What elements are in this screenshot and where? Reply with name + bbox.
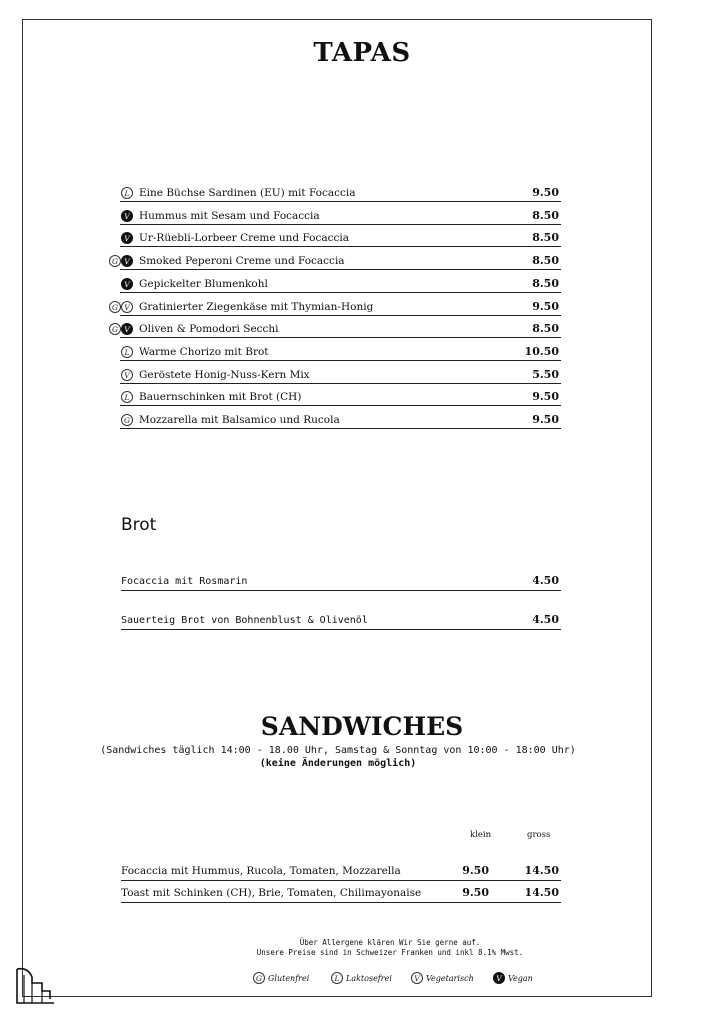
menu-item: [121, 882, 561, 903]
item-price-large: 14.50: [524, 864, 559, 877]
diet-badges: [108, 301, 133, 313]
sandwiches-title: SANDWICHES: [260, 712, 464, 741]
item-name: Eine Büchse Sardinen (EU) mit Focaccia: [139, 187, 356, 199]
divider-line: [121, 902, 561, 903]
item-price-small: 9.50: [462, 886, 489, 899]
diet-badges: [108, 369, 133, 381]
item-price: 5.50: [532, 367, 559, 381]
menu-item: [108, 294, 561, 316]
item-name: Gepickelter Blumenkohl: [139, 277, 268, 290]
divider-line: [121, 629, 561, 630]
menu-item: [108, 180, 561, 202]
legend-label: Glutenfrei: [268, 973, 310, 983]
diet-badge-icon: L: [121, 391, 133, 403]
legend-label: Laktosefrei: [346, 973, 392, 983]
item-name: Focaccia mit Hummus, Rucola, Tomaten, Mozzarella: [121, 865, 401, 877]
item-name: Smoked Peperoni Creme und Focaccia: [139, 255, 345, 268]
item-name: Toast mit Schinken (CH), Brie, Tomaten, Chilimayonaise: [121, 887, 422, 899]
diet-badge-icon: V: [121, 255, 133, 267]
column-head-small: klein: [470, 830, 492, 840]
allergy-note: Über Allergene klären Wir Sie gerne auf.: [299, 938, 481, 947]
item-name: Oliven & Pomodori Secchi: [139, 323, 279, 336]
menu-item: [121, 610, 561, 630]
legend-label: Vegetarisch: [426, 973, 474, 983]
item-price: 4.50: [532, 613, 559, 626]
item-name: Sauerteig Brot von Bohnenblust & Olivenöl: [121, 615, 368, 626]
diet-badge-icon: G: [121, 414, 133, 426]
diet-badge-icon: G: [253, 972, 265, 984]
diet-badge-icon: G: [109, 255, 121, 267]
diet-badges: [108, 278, 133, 290]
diet-badge-icon: V: [121, 232, 133, 244]
diet-badge-icon: V: [121, 323, 133, 335]
legend-item: [493, 972, 533, 984]
diet-badges: [108, 210, 133, 222]
item-price: 8.50: [532, 254, 559, 268]
menu-item: [121, 860, 561, 881]
diet-badge-icon: L: [121, 346, 133, 358]
item-price: 9.50: [532, 186, 559, 199]
restaurant-logo-icon: [14, 963, 58, 1007]
item-price: 8.50: [532, 231, 559, 245]
item-name: Focaccia mit Rosmarin: [121, 576, 248, 587]
sandwiches-hours: (Sandwiches täglich 14:00 - 18.00 Uhr, Samstag & Sonntag von 10:00 - 18:00 Uhr): [100, 745, 576, 756]
menu-item: [108, 248, 561, 270]
column-head-large: gross: [527, 830, 551, 840]
divider-line: [121, 880, 561, 881]
diet-badge-icon: V: [121, 210, 133, 222]
brot-title: Brot: [121, 515, 157, 535]
item-price: 9.50: [532, 390, 559, 404]
item-name: Bauernschinken mit Brot (CH): [139, 391, 302, 404]
menu-item: [108, 407, 561, 429]
diet-badge-icon: V: [121, 369, 133, 381]
item-name: Ur-Rüebli-Lorbeer Creme und Focaccia: [139, 232, 350, 245]
legend-label: Vegan: [508, 973, 533, 983]
item-price: 8.50: [532, 276, 559, 290]
diet-badges: [108, 232, 133, 244]
menu-frame: [22, 19, 652, 997]
divider-line: [120, 428, 561, 429]
diet-badge-icon: L: [331, 972, 343, 984]
menu-item: [108, 271, 561, 293]
diet-badge-icon: V: [493, 972, 505, 984]
diet-badge-icon: V: [121, 301, 133, 313]
legend-item: [411, 972, 474, 984]
diet-badge-icon: L: [121, 187, 133, 199]
diet-badges: [108, 391, 133, 403]
diet-badge-icon: G: [109, 323, 121, 335]
item-price-large: 14.50: [524, 886, 559, 899]
item-price: 10.50: [524, 344, 559, 358]
item-price: 8.50: [532, 208, 559, 222]
item-price: 9.50: [532, 299, 559, 313]
diet-badges: [108, 346, 133, 358]
menu-item: [108, 339, 561, 361]
item-name: Hummus mit Sesam und Focaccia: [139, 209, 320, 222]
item-name: Mozzarella mit Balsamico und Rucola: [139, 414, 340, 426]
diet-badges: [108, 414, 133, 426]
menu-item: [108, 384, 561, 406]
item-name: Geröstete Honig-Nuss-Kern Mix: [139, 368, 310, 381]
diet-badges: [108, 255, 133, 267]
divider-line: [121, 590, 561, 591]
menu-item: [121, 571, 561, 591]
item-price-small: 9.50: [462, 864, 489, 877]
item-price: 8.50: [532, 322, 559, 336]
diet-badges: [108, 187, 133, 199]
tapas-title: TAPAS: [313, 38, 411, 68]
menu-item: [108, 203, 561, 225]
menu-item: [108, 225, 561, 247]
item-price: 9.50: [532, 413, 559, 426]
price-note: Unsere Preise sind in Schweizer Franken und inkl 8.1% Mwst.: [256, 948, 524, 957]
menu-item: [108, 362, 561, 384]
item-price: 4.50: [532, 574, 559, 587]
diet-badges: [108, 323, 133, 335]
menu-item: [108, 316, 561, 338]
sandwiches-note: (keine Änderungen möglich): [259, 758, 417, 769]
legend-item: [253, 972, 309, 984]
diet-badge-icon: V: [411, 972, 423, 984]
diet-badge-icon: G: [109, 301, 121, 313]
item-name: Gratinierter Ziegenkäse mit Thymian-Honig: [139, 300, 374, 313]
legend-item: [331, 972, 392, 984]
item-name: Warme Chorizo mit Brot: [139, 345, 269, 358]
diet-badge-icon: V: [121, 278, 133, 290]
